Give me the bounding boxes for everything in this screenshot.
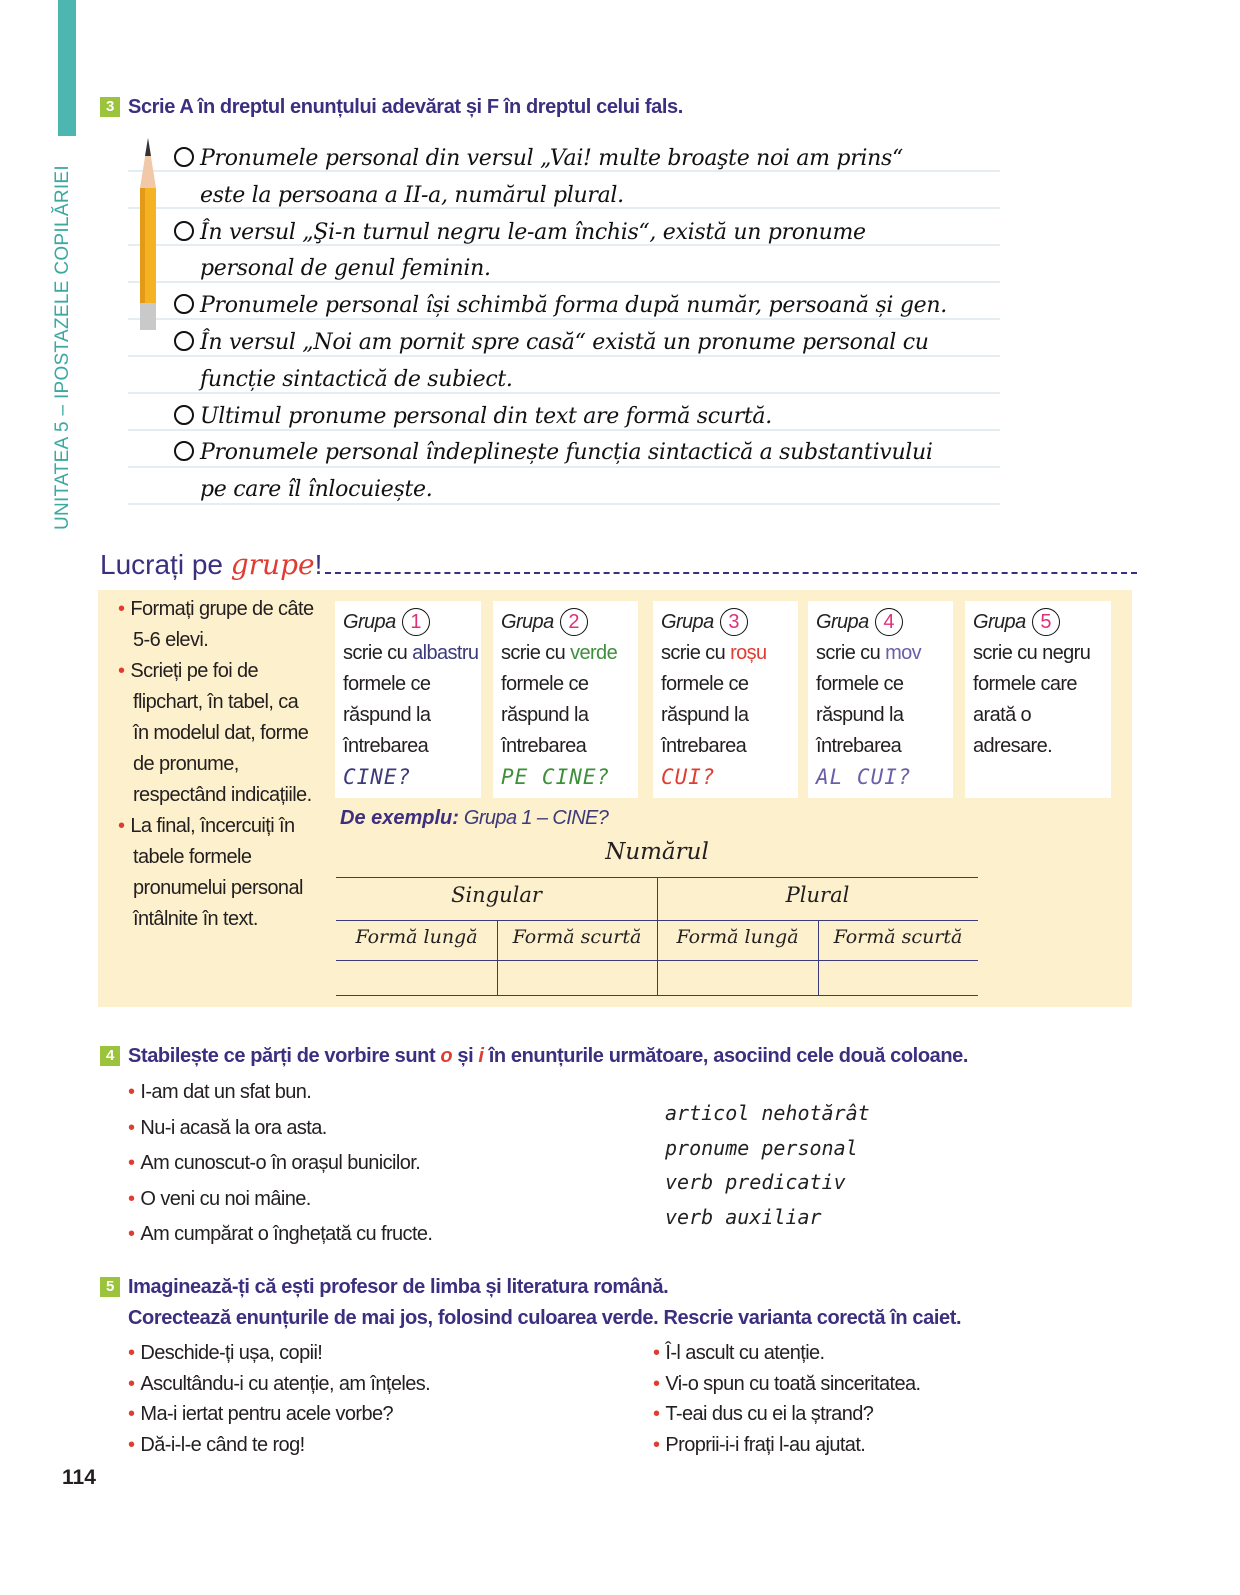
list-item <box>653 1338 920 1369</box>
list-item <box>665 1165 870 1200</box>
bullet: • <box>118 815 125 837</box>
exercise-4-options <box>665 1096 870 1234</box>
pencil-icon <box>136 138 160 330</box>
column-header: Formă lungă <box>355 926 478 948</box>
column-header: Formă lungă <box>676 926 799 948</box>
statement-text: În versul „Şi-n turnul negru le-am închis“, există un pronume <box>200 219 866 245</box>
bullet: • <box>128 1116 135 1139</box>
group-text: formele ce <box>343 673 431 695</box>
bullet: • <box>128 1403 135 1425</box>
statement-text: Ultimul pronume personal din text are formă scurtă. <box>200 403 772 429</box>
group-text: răspund la <box>816 704 904 726</box>
color-word: mov <box>885 642 922 664</box>
statement-text: Pronumele personal din versul „Vai! multe broaşte noi am prins“ <box>200 146 903 171</box>
group-card <box>808 601 953 798</box>
list-item <box>128 1111 432 1147</box>
instruction-text: Scrieți pe foi de <box>130 660 259 682</box>
bullet: • <box>128 1223 135 1245</box>
exercise-3-heading <box>100 96 683 119</box>
instruction-text: pronumelui personal <box>133 877 303 899</box>
group-question: AL CUI? <box>816 765 912 789</box>
item-text: Am cunoscut-o în orașul bunicilor. <box>140 1152 421 1174</box>
answer-circle[interactable] <box>174 147 194 167</box>
list-item <box>128 1146 432 1182</box>
column-header: Formă scurtă <box>833 926 963 948</box>
bullet: • <box>128 1187 135 1210</box>
group-card <box>965 601 1111 798</box>
exercise-5-left-list <box>128 1338 430 1460</box>
instruction-line <box>118 904 313 935</box>
group-number: 4 <box>875 608 903 636</box>
group-color-line <box>816 638 945 669</box>
instruction-text: flipchart, în tabel, ca <box>133 691 299 713</box>
group-text: arată o <box>973 704 1032 726</box>
group-heading <box>816 607 945 638</box>
list-item <box>653 1399 920 1430</box>
group-label: Grupa <box>816 611 869 633</box>
instruction-text: La final, încercuiți în <box>130 815 295 837</box>
group-color-line <box>661 638 790 669</box>
list-item <box>665 1131 870 1166</box>
group-text: răspund la <box>501 704 589 726</box>
statement-line <box>174 440 933 465</box>
exercise-5-right-list <box>653 1338 920 1460</box>
instruction-line <box>118 811 313 842</box>
item-text: Proprii-i-i frați l-au ajutat. <box>665 1433 866 1456</box>
instruction-line <box>118 687 313 718</box>
bullet: • <box>128 1372 135 1395</box>
group-card <box>493 601 638 798</box>
item-text: O veni cu noi mâine. <box>140 1187 311 1210</box>
item-text: I-am dat un sfat bun. <box>140 1081 312 1103</box>
group-color-line <box>973 638 1103 669</box>
group-text: răspund la <box>661 704 749 726</box>
color-word: verde <box>570 642 618 664</box>
group-heading <box>501 607 630 638</box>
bullet: • <box>653 1403 660 1425</box>
group-text: formele ce <box>816 673 904 695</box>
bullet: • <box>128 1342 135 1364</box>
group-number: 2 <box>560 608 588 636</box>
instruction-line <box>118 625 313 656</box>
instruction-line <box>118 656 313 687</box>
statement-text: funcție sintactică de subiect. <box>200 366 513 392</box>
color-word: roșu <box>730 642 767 664</box>
list-item <box>128 1182 432 1218</box>
instruction-line <box>118 780 313 811</box>
answer-circle[interactable] <box>174 331 194 351</box>
group-text: formele ce <box>501 673 589 695</box>
group-text: adresare. <box>973 735 1053 757</box>
column-header: Formă scurtă <box>512 926 642 948</box>
group-number: 3 <box>720 608 748 636</box>
answer-circle[interactable] <box>174 441 194 461</box>
answer-circle[interactable] <box>174 405 194 425</box>
item-text: T-eai dus cu ei la ștrand? <box>665 1403 874 1425</box>
statement-text: este la persoana a II-a, numărul plural. <box>200 182 624 208</box>
group-text: întrebarea <box>816 735 902 757</box>
group-text: scrie cu <box>816 642 886 664</box>
color-word: negru <box>1042 642 1091 664</box>
table-title: Numărul <box>605 839 709 865</box>
color-word: albastru <box>412 642 479 664</box>
group-label: Grupa <box>661 611 714 633</box>
item-text: Î-l ascult cu atenție. <box>665 1342 825 1364</box>
list-item <box>653 1369 920 1400</box>
instructions-list <box>118 594 313 935</box>
instruction-line <box>118 594 313 625</box>
item-text: Ma-i iertat pentru acele vorbe? <box>140 1403 394 1425</box>
instruction-text: întâlnite în text. <box>133 908 258 930</box>
group-question: CINE? <box>343 765 412 789</box>
group-label: Grupa <box>501 611 554 633</box>
item-text: Dă-i-l-e când te rog! <box>140 1433 305 1456</box>
group-heading <box>973 607 1103 638</box>
list-item <box>665 1096 870 1131</box>
statement-text: Pronumele personal își schimbă forma după număr, persoană și gen. <box>200 293 947 319</box>
item-text: Am cumpărat o înghețată cu fructe. <box>140 1223 433 1245</box>
example-line: De exemplu: Grupa 1 – CINE? <box>340 807 609 829</box>
bullet: • <box>653 1433 660 1456</box>
bullet: • <box>118 598 125 620</box>
instruction-text: Formați grupe de câte <box>130 598 314 620</box>
list-item <box>653 1430 920 1461</box>
instruction-line <box>118 718 313 749</box>
item-text: Vi-o spun cu toată sinceritatea. <box>665 1372 921 1395</box>
page-number: 114 <box>62 1466 96 1489</box>
item-text: verb auxiliar <box>665 1204 822 1229</box>
instruction-text: 5-6 elevi. <box>133 629 209 651</box>
group-work-title: Lucrați pe grupe! <box>100 548 323 581</box>
group-heading <box>343 607 473 638</box>
instruction-line <box>118 749 313 780</box>
statement-line <box>174 330 929 355</box>
statement-text: În versul „Noi am pornit spre casă“ există un pronume personal cu <box>200 330 929 355</box>
instruction-text: tabele formele <box>133 846 252 868</box>
group-card <box>335 601 481 798</box>
exercise-4-sentences <box>128 1075 432 1253</box>
statement-text: personal de genul feminin. <box>200 256 491 282</box>
exercise-5-heading: 5 Imaginează-ți că ești profesor de limba și literatura română. <box>100 1276 668 1299</box>
exercise-3-title: Scrie A în dreptul enunțului adevărat și F în dreptul celui fals. <box>128 96 683 118</box>
group-text: scrie cu <box>343 642 413 664</box>
instruction-text: în modelul dat, forme <box>133 722 309 744</box>
group-color-line <box>343 638 479 669</box>
group-label: Grupa <box>973 611 1026 633</box>
group-question: PE CINE? <box>501 765 611 789</box>
group-text: scrie cu <box>973 642 1043 664</box>
exercise-5-instruction: Corectează enunțurile de mai jos, folosind culoarea verde. Rescrie varianta corectă în caiet. <box>128 1307 962 1329</box>
instruction-line <box>118 873 313 904</box>
answer-circle[interactable] <box>174 294 194 314</box>
statement-line <box>200 477 432 502</box>
unit-side-title: UNITATEA 5 – IPOSTAZELE COPILĂRIEI <box>52 165 73 530</box>
statement-line <box>174 404 772 429</box>
instruction-text: de pronume, <box>133 753 239 775</box>
group-text: formele care <box>973 673 1077 695</box>
instruction-text: respectând indicațiile. <box>133 784 312 806</box>
group-number: 5 <box>1032 608 1060 636</box>
statement-line <box>174 220 866 245</box>
list-item <box>665 1200 870 1235</box>
group-color-line <box>501 638 630 669</box>
list-item <box>128 1369 430 1400</box>
group-text: scrie cu <box>661 642 731 664</box>
list-item <box>128 1399 430 1430</box>
group-text: răspund la <box>343 704 431 726</box>
statement-text: Pronumele personal îndeplinește funcția sintactică a substantivului <box>200 440 933 466</box>
instruction-line <box>118 842 313 873</box>
statement-text: pe care îl înlocuiește. <box>200 477 433 503</box>
list-item <box>128 1217 432 1253</box>
item-text: articol nehotărât <box>665 1101 870 1125</box>
group-label: Grupa <box>343 611 396 633</box>
item-text: verb predicativ <box>665 1170 846 1194</box>
answer-circle[interactable] <box>174 221 194 241</box>
statement-line <box>174 293 947 318</box>
list-item <box>128 1430 430 1461</box>
group-number: 1 <box>402 608 430 636</box>
item-text: Ascultându-i cu atenție, am înțeles. <box>140 1372 431 1395</box>
bullet: • <box>653 1372 660 1395</box>
unit-color-bar <box>58 0 76 136</box>
bullet: • <box>653 1342 660 1364</box>
list-item <box>128 1338 430 1369</box>
singular-header: Singular <box>451 883 542 907</box>
dashed-divider <box>325 572 1137 574</box>
item-text: Deschide-ți ușa, copii! <box>140 1342 323 1364</box>
statement-line <box>200 183 624 208</box>
group-text: întrebarea <box>343 735 429 757</box>
item-text: Nu-i acasă la ora asta. <box>140 1116 327 1139</box>
plural-header: Plural <box>785 883 850 907</box>
bullet: • <box>118 660 125 682</box>
group-text: întrebarea <box>661 735 747 757</box>
bullet: • <box>128 1433 135 1456</box>
bullet: • <box>128 1081 135 1103</box>
statement-line <box>174 146 903 171</box>
statement-line <box>200 367 513 392</box>
group-text: formele ce <box>661 673 749 695</box>
group-text: întrebarea <box>501 735 587 757</box>
list-item <box>128 1075 432 1111</box>
bullet: • <box>128 1152 135 1174</box>
example-table <box>336 839 978 996</box>
group-heading <box>661 607 790 638</box>
group-question: CUI? <box>661 765 716 789</box>
statement-line <box>200 256 491 281</box>
group-card <box>653 601 798 798</box>
exercise-number-badge: 3 <box>100 97 120 117</box>
item-text: pronume personal <box>665 1135 858 1160</box>
exercise-4-heading: 4 Stabilește ce părți de vorbire sunt o și i în enunțurile următoare, asociind cele două coloane. <box>100 1045 968 1068</box>
group-text: scrie cu <box>501 642 571 664</box>
